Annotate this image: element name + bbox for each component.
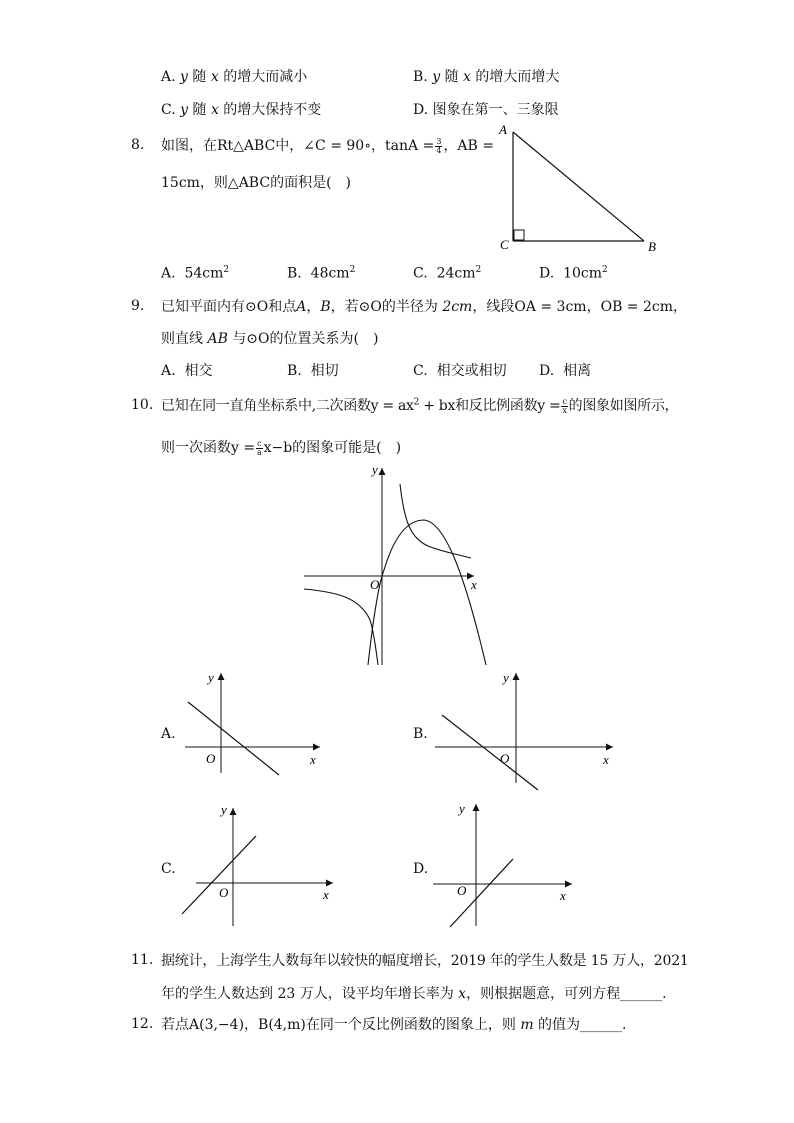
q7-option-b[interactable]: B. y 随 x 的增大而增大	[413, 69, 560, 85]
vertex-c-label: C	[500, 237, 509, 252]
q12-stem: 若点A(3,−4)，B(4,m)在同一个反比例函数的图象上，则 m 的值为______.	[161, 1017, 627, 1033]
x-axis-label: x	[603, 752, 609, 767]
q11-stem-line2: 年的学生人数达到 23 万人，设平均年增长率为 x，则根据题意，可列方程______.	[161, 986, 667, 1002]
y-axis-label: y	[372, 462, 378, 477]
y-axis-label: y	[459, 801, 465, 816]
q12-number: 12.	[131, 1016, 154, 1032]
q8-option-b[interactable]: B. $48cm^2$	[287, 265, 356, 282]
line-positive-slope	[182, 836, 256, 914]
origin-label: O	[206, 751, 216, 766]
y-axis-label: y	[221, 802, 227, 817]
q10-choice-c-graph[interactable]	[178, 800, 338, 930]
x-axis-arrow	[606, 744, 613, 751]
q10-choice-a-label[interactable]: A.	[161, 726, 176, 742]
q9-stem-line1: 已知平面内有⊙O和点A，B，若⊙O的半径为 2cm，线段OA = 3cm，OB = 2cm，	[161, 299, 688, 315]
side-ab	[513, 132, 644, 241]
q10-choice-b-label[interactable]: B.	[413, 726, 428, 742]
origin-label: O	[370, 577, 380, 592]
q10-stem-line1: 已知在同一直角坐标系中,二次函数$y = ax^2$ + bx和反比例函数y = $\frac{c}{x}$ 的图象如图所示，	[161, 396, 679, 415]
q9-number: 9.	[131, 298, 145, 314]
c-over-x-fraction: $\frac{c}{x}$	[562, 396, 567, 415]
origin-label: O	[457, 883, 467, 898]
q10-choice-c-label[interactable]: C.	[161, 861, 176, 877]
y-axis-arrow	[379, 468, 386, 475]
q9-option-a[interactable]: A. 相交	[161, 363, 213, 379]
tan-fraction: $\frac{3}{4}$	[436, 136, 442, 155]
q9-option-c[interactable]: C. 相交或相切	[413, 363, 507, 379]
x-axis-label: x	[310, 752, 316, 767]
x-axis-arrow	[326, 880, 333, 887]
y-axis-arrow	[473, 804, 480, 811]
right-angle-mark	[514, 230, 524, 240]
q9-stem-line2: 则直线 AB 与⊙O的位置关系为( )	[161, 331, 379, 347]
line-negative-slope	[188, 702, 279, 775]
q10-choice-a-graph[interactable]	[180, 668, 330, 778]
vertex-a-label: A	[499, 122, 507, 137]
q11-stem-line1: 据统计，上海学生人数每年以较快的幅度增长，2019 年的学生人数是 15 万人，2021	[161, 953, 689, 969]
q7-option-c[interactable]: C. y 随 x 的增大保持不变	[161, 102, 322, 118]
q9-option-d[interactable]: D. 相离	[539, 363, 592, 379]
q8-option-a[interactable]: A. $54cm^2$	[161, 265, 230, 282]
x-axis-label: x	[471, 577, 477, 592]
q8-stem-line1: 如图，在Rt△ABC中，∠C = 90∘，tanA = $\frac{3}{4}$ ，AB =	[161, 136, 495, 155]
x-axis-label: x	[323, 887, 329, 902]
c-over-a-fraction: $\frac{c}{a}$	[256, 438, 262, 457]
line-negative-slope	[442, 715, 538, 790]
hyperbola-branch-1	[400, 484, 471, 558]
y-axis-label: y	[503, 670, 509, 685]
y-axis-arrow	[230, 808, 237, 815]
hyperbola-branch-3	[304, 589, 378, 665]
q8-option-d[interactable]: D. $10cm^2$	[539, 265, 608, 282]
q8-number: 8.	[131, 137, 145, 153]
parabola-curve	[368, 520, 486, 665]
y-axis-arrow	[513, 673, 520, 680]
q9-option-b[interactable]: B. 相切	[287, 363, 339, 379]
x-axis-arrow	[313, 744, 320, 751]
q11-number: 11.	[131, 952, 154, 968]
q7-option-d[interactable]: D. 图象在第一、三象限	[413, 102, 559, 118]
origin-label: O	[500, 751, 510, 766]
q8-stem-line2: 15cm，则△ABC的面积是( )	[161, 175, 351, 191]
x-axis-label: x	[560, 888, 566, 903]
q10-choice-d-graph[interactable]	[430, 798, 580, 933]
y-axis-arrow	[218, 673, 225, 680]
q7-option-a[interactable]: A. y 随 x 的增大而减小	[161, 69, 308, 85]
origin-label: O	[219, 885, 229, 900]
q10-choice-b-graph[interactable]	[430, 668, 625, 798]
q10-number: 10.	[131, 397, 154, 413]
q8-option-c[interactable]: C. $24cm^2$	[413, 265, 482, 282]
q10-stem-line2: 则一次函数y = $\frac{c}{a}$ x−b的图象可能是( )	[161, 438, 402, 457]
q10-main-graph	[298, 460, 498, 670]
q10-choice-d-label[interactable]: D.	[413, 861, 429, 877]
y-axis-label: y	[208, 670, 214, 685]
vertex-b-label: B	[648, 239, 656, 254]
right-triangle-figure	[490, 120, 670, 260]
x-axis-arrow	[565, 881, 572, 888]
